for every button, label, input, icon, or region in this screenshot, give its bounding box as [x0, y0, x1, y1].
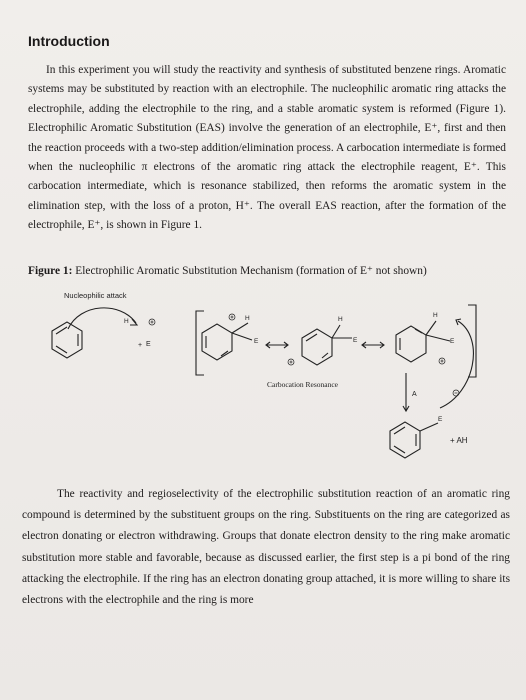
- section-heading: Introduction: [28, 33, 110, 49]
- electrophile-label-1: E: [146, 341, 151, 348]
- hydrogen-label-4: H: [433, 312, 438, 319]
- electrophile-label-3: E: [353, 337, 358, 344]
- byproduct-label: + AH: [450, 436, 468, 445]
- carbocation-resonance-label: Carbocation Resonance: [267, 380, 339, 389]
- hydrogen-label-2: H: [245, 315, 250, 322]
- hydrogen-label-1: H: [124, 318, 129, 325]
- intro-paragraph: [28, 61, 506, 236]
- electrophile-label-product: E: [438, 416, 443, 423]
- carbocation-ring-1: [202, 323, 252, 360]
- electrophile-label-2: E: [254, 338, 259, 345]
- reactivity-paragraph-text: The reactivity and regioselectivity of the electrophilic substitution reaction of an aromatic ring compound is determined by the substituent groups on the ring. Substituents on the ring are categorized as electron donating or electron withdrawing. Groups that donate electron density to the ring make aromatic substitution more stable and favorable, because as discussed earlier, the first step is a pi bond of the ring attacking the electrophile. If the ring has an electron donating group attached, it is more willing to share its electrons with the electrophile and the ring is more: [22, 488, 510, 607]
- deprotonation-arrow: [440, 321, 473, 408]
- figure-caption-label: Figure 1:: [28, 265, 73, 277]
- hydrogen-label-3: H: [338, 316, 343, 323]
- eas-mechanism-figure: [40, 283, 510, 483]
- carbocation-ring-3: [396, 321, 450, 362]
- carbocation-ring-2: [302, 325, 352, 365]
- base-label: A: [412, 391, 417, 398]
- intro-paragraph-text: In this experiment you will study the reactivity and synthesis of substituted benzene rings. Aromatic systems may be substituted by reaction with an electrophile. The nucleophilic aromatic ring attacks the electrophile, adding the electrophile to the ring, and a stable aromatic system is reformed (Figure 1). Electrophilic Aromatic Substitution (EAS) involve the generation of an electrophile, E⁺, first and then the reaction proceeds with a two-step addition/elimination process. A carbocation intermediate is formed when the nucleophilic π electrons of the aromatic ring attack the electrophile reagent, E⁺. This carbocation intermediate, which is resonance stabilized, then reforms the aromatic system in the elimination step, with the loss of a proton, H⁺. The overall EAS reaction, after the formation of the electrophile, E⁺, is shown in Figure 1.: [28, 64, 506, 232]
- benzene-ring: [52, 322, 82, 358]
- figure-caption-text: Electrophilic Aromatic Substitution Mechanism (formation of E⁺ not shown): [75, 265, 427, 277]
- electrophile-label-4: E: [450, 338, 455, 345]
- plus-label: +: [138, 342, 143, 349]
- bracket-left: [196, 311, 204, 375]
- product-ring: [390, 422, 438, 458]
- reactivity-paragraph: [22, 484, 510, 611]
- nucleophilic-attack-label: Nucleophilic attack: [64, 291, 127, 300]
- figure-caption: [28, 263, 508, 277]
